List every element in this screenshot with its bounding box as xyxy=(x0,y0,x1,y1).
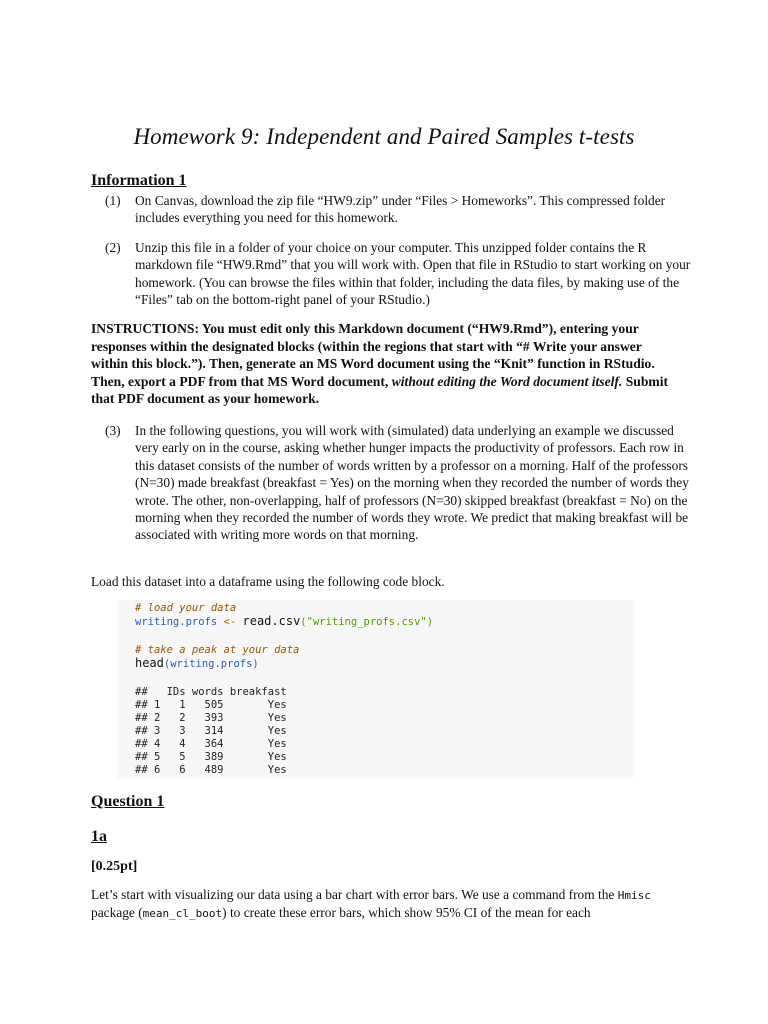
instructions-italic: without editing the Word document itself. xyxy=(391,373,623,389)
list-item-2 xyxy=(91,239,691,309)
list-item-3 xyxy=(91,422,691,544)
code-output-row: ## 3 3 314 Yes xyxy=(135,725,287,737)
subquestion-heading: 1a xyxy=(91,828,107,845)
question-heading: Question 1 xyxy=(91,793,165,810)
instructions-text: INSTRUCTIONS: You must edit only this Markdown document (“HW9.Rmd”), entering your responses within the designated blocks (within the regions that start with “# Write your answer within this block.”). Then, generate an MS Word document using the “Knit” function in RStudio. Then, export a PDF from that MS Word document, xyxy=(91,321,655,389)
load-dataset-text: Load this dataset into a dataframe using the following code block. xyxy=(91,574,445,589)
code-output-row: ## 2 2 393 Yes xyxy=(135,712,287,724)
code-line-2 xyxy=(135,615,433,629)
information-heading: Information 1 xyxy=(91,172,187,189)
code-string: ("writing_profs.csv") xyxy=(300,616,434,628)
question-text-part: ) to create these error bars, which show 95% CI of the mean for each xyxy=(222,905,591,921)
code-variable: writing.profs xyxy=(135,616,218,628)
list-text: In the following questions, you will work with (simulated) data underlying an example we discussed very early on in the course, asking whether hunger impacts the productivity of professors. Each row in this dataset consists of the number of words written by a professor on a morning. Half of the professors (N=30) made breakfast (breakfast = Yes) on the morning when they recorded the number of words they wrote. The other, non-overlapping, half of professors (N=30) skipped breakfast (breakfast = No) on the morning when they recorded the number of words they wrote. We predict that making breakfast will be associated with writing more words on that morning. xyxy=(135,423,689,543)
code-output-row: ## 1 1 505 Yes xyxy=(135,699,287,711)
list-item-1 xyxy=(91,192,691,227)
instructions-paragraph xyxy=(91,320,681,408)
code-comment: # take a peak at your data xyxy=(135,644,300,656)
points-label: [0.25pt] xyxy=(91,859,138,874)
code-output-row: ## 6 6 489 Yes xyxy=(135,764,287,776)
question-text-part: Let’s start with visualizing our data using a bar chart with error bars. We use a command from the xyxy=(91,887,615,902)
instructions-text-end: Submit that PDF document as your homework. xyxy=(91,373,669,407)
code-block xyxy=(117,600,634,778)
code-output-header: ## IDs words breakfast xyxy=(135,686,287,698)
package-name: Hmisc xyxy=(617,889,651,902)
code-comment: # load your data xyxy=(135,602,237,614)
code-output-row: ## 4 4 364 Yes xyxy=(135,738,287,750)
code-line-1 xyxy=(135,602,236,615)
question-text-part: package ( xyxy=(91,905,143,921)
document-title: Homework 9: Independent and Paired Samples t-tests xyxy=(133,124,635,149)
list-number: (1) xyxy=(105,193,121,208)
code-line-4 xyxy=(135,657,259,671)
question-text xyxy=(91,886,691,923)
code-argument: (writing.profs) xyxy=(163,658,259,670)
list-text: Unzip this file in a folder of your choice on your computer. This unzipped folder contains the R markdown file “HW9.Rmd” that you will work with. Open that file in RStudio to start working on your homework. (You can browse the files within that folder, including the data files, by making use of the “Files” tab on the bottom-right panel of your RStudio.) xyxy=(135,240,691,308)
code-function: head xyxy=(135,656,164,670)
list-text: On Canvas, download the zip file “HW9.zip” under “Files > Homeworks”. This compressed folder includes everything you need for this homework. xyxy=(135,193,666,226)
function-name: mean_cl_boot xyxy=(142,907,223,921)
list-number: (3) xyxy=(105,423,121,438)
list-number: (2) xyxy=(105,240,121,255)
code-assign-operator: <- xyxy=(223,616,237,628)
code-function: read.csv xyxy=(242,614,301,628)
code-output-row: ## 5 5 389 Yes xyxy=(135,751,287,763)
